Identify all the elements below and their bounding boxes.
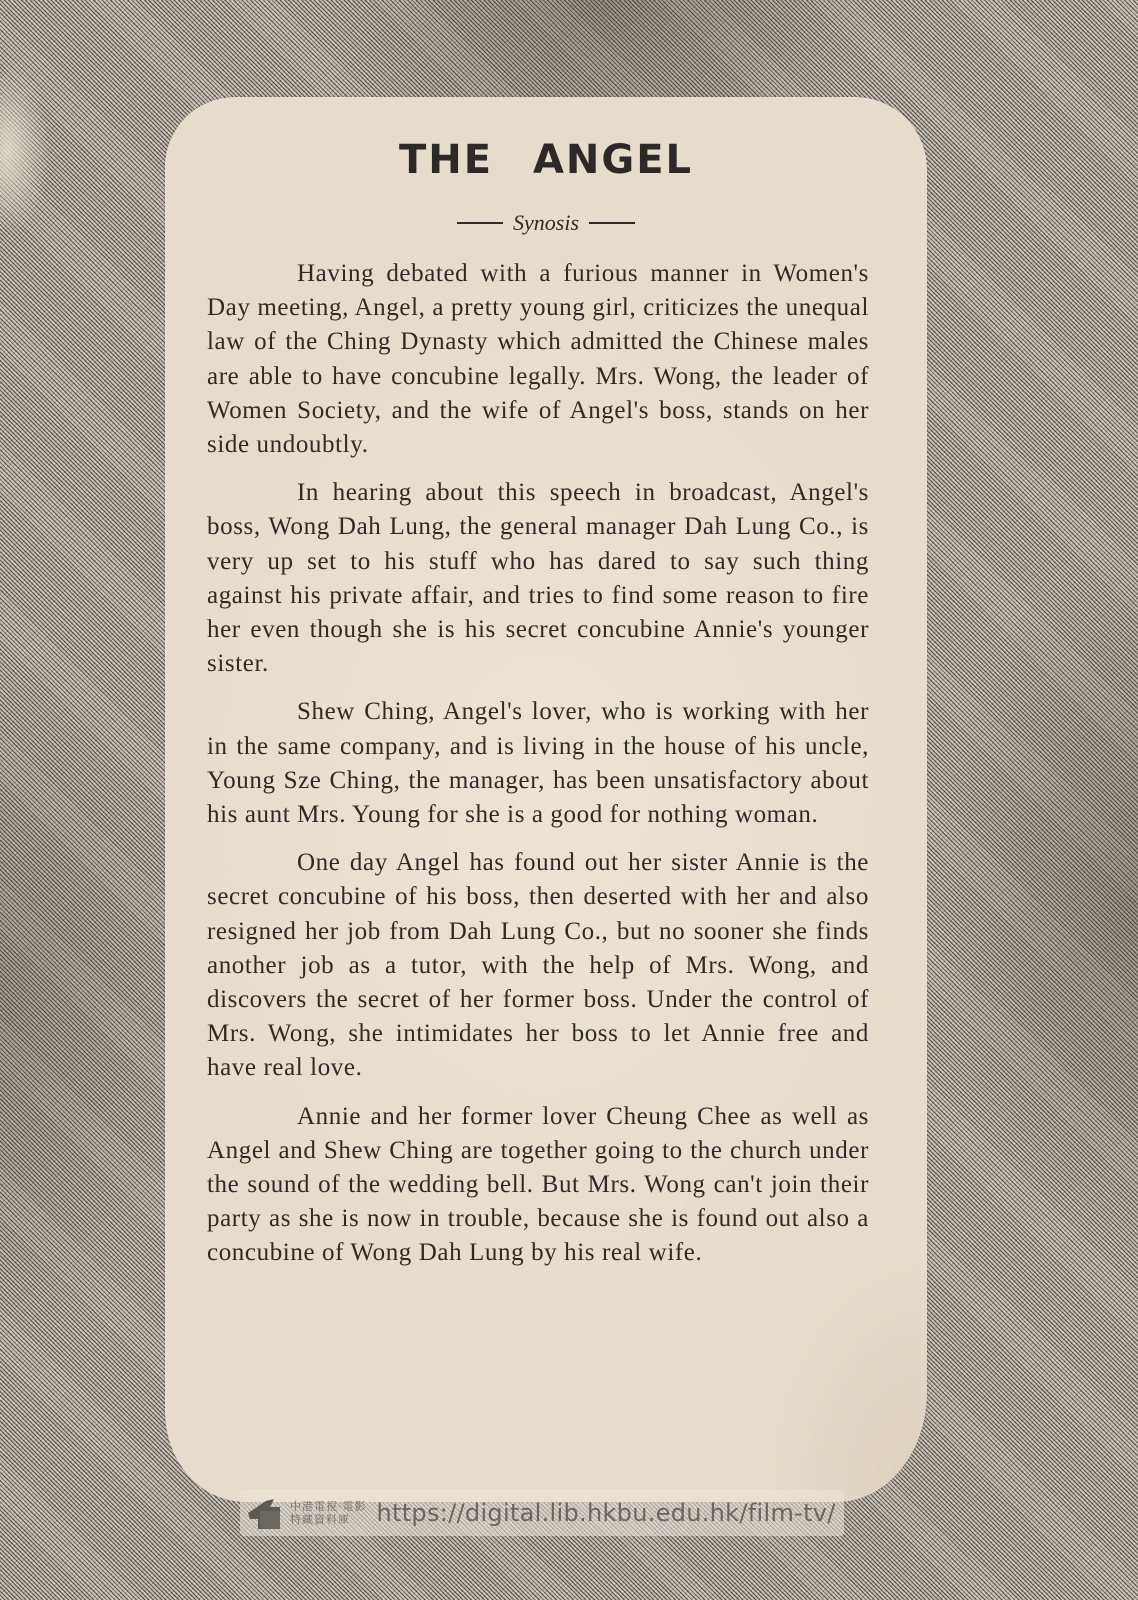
paragraph-5: Annie and her former lover Cheung Chee as well as Angel and Shew Ching are together going to the church under the sound of the wedding bell. But Mrs. Wong can't join their party as she is now in trouble, because she is found out also a concubine of Wong Dah Lung by his real wife. xyxy=(207,1102,869,1267)
synopsis-card xyxy=(165,97,927,1502)
subtitle-text: Synosis xyxy=(513,210,579,235)
paragraph-4: One day Angel has found out her sister Annie is the secret concubine of his boss, then deserted with her and also resigned her job from Dah Lung Co., but no sooner she finds another job as a tutor, with the help of Mrs. Wong, and discovers the secret of her former boss. Under the control of Mrs. Wong, she intimidates her boss to let Annie free and have real love. xyxy=(207,849,869,1082)
archive-org-line2: 特藏資料庫 xyxy=(290,1513,350,1526)
paragraph-2: In hearing about this speech in broadcast, Angel's boss, Wong Dah Lung, the general manager Dah Lung Co., is very up set to his stuff who has dared to say such thing against his private affair, and tries to find some reason to fire her even though she is his secret concubine Annie's younger sister. xyxy=(207,479,869,678)
subtitle-rule-right xyxy=(589,222,635,224)
document-title: THE ANGEL xyxy=(398,137,694,183)
document-subtitle xyxy=(165,210,927,236)
paragraph-1: Having debated with a furious manner in Women's Day meeting, Angel, a pretty young girl, criticizes the unequal law of the Ching Dynasty which admitted the Chinese males are able to have concubine legally. Mrs. Wong, the leader of Women Society, and the wife of Angel's boss, stands on her side undoubtly. xyxy=(207,260,869,459)
archive-url: https://digital.lib.hkbu.edu.hk/film-tv/ xyxy=(376,1499,836,1527)
archive-watermark xyxy=(240,1490,844,1536)
archive-org-name xyxy=(290,1500,367,1526)
synopsis-body xyxy=(207,257,869,1285)
film-camera-icon xyxy=(244,1493,284,1533)
subtitle-rule-left xyxy=(457,222,503,224)
archive-org-line1: 中港電視·電影 xyxy=(290,1500,367,1513)
paragraph-3: Shew Ching, Angel's lover, who is working with her in the same company, and is living in the house of his uncle, Young Sze Ching, the manager, has been unsatisfactory about his aunt Mrs. Young for she is a good for nothing woman. xyxy=(207,698,869,829)
